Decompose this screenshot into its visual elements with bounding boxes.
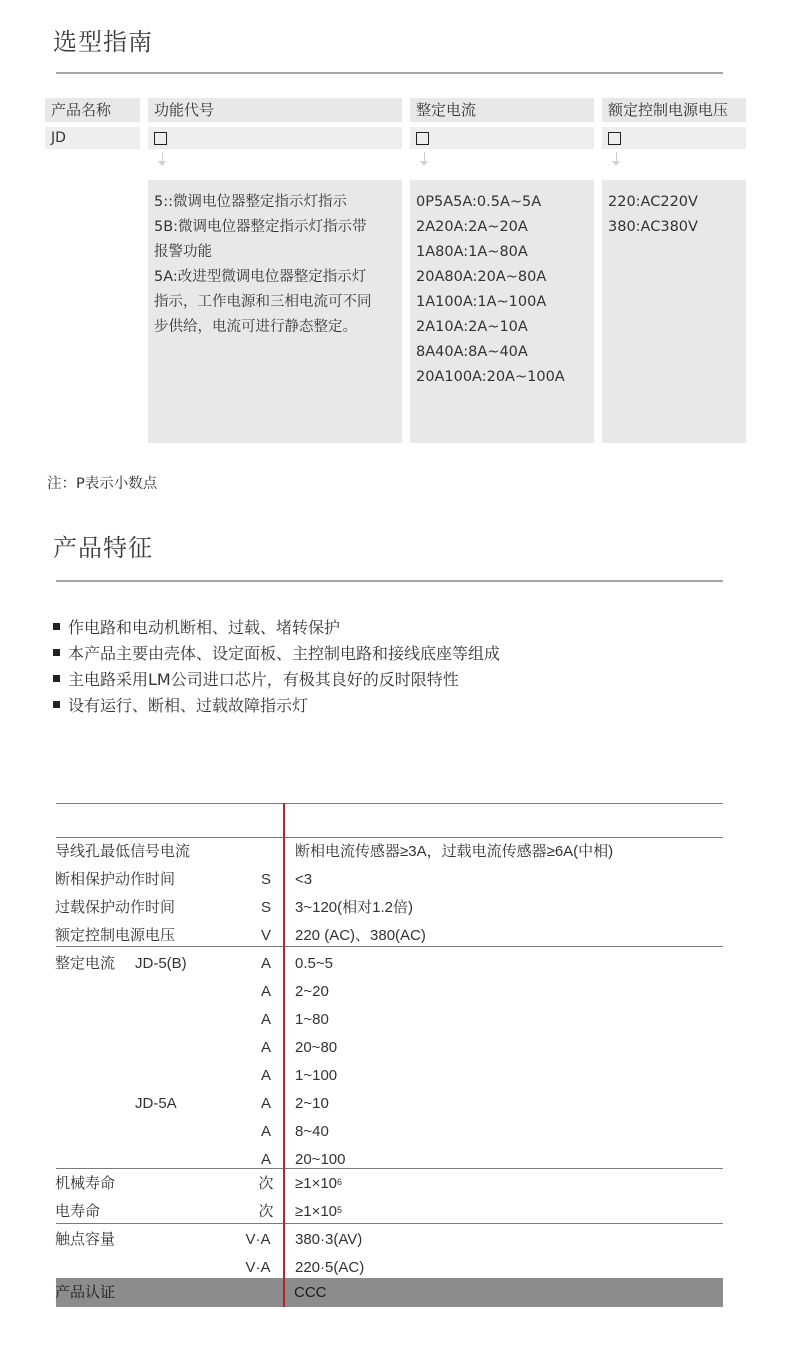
- current-option: 1A80A:1A~80A: [416, 244, 528, 260]
- spec-unit: A: [260, 1039, 271, 1056]
- header-product-name: 产品名称: [45, 98, 140, 122]
- exponent: 5: [337, 1205, 343, 1215]
- table-group-rule: [56, 1223, 723, 1224]
- spec-model: JD-5A: [135, 1095, 177, 1112]
- spec-unit: 次: [258, 1175, 274, 1192]
- header-function-code: 功能代号: [148, 98, 402, 122]
- spec-label: 触点容量: [55, 1231, 116, 1248]
- spec-label: 断相保护动作时间: [55, 871, 176, 888]
- current-option: 1A100A:1A~100A: [416, 294, 547, 310]
- code-placeholder-box: [154, 132, 167, 145]
- spec-label: 额定控制电源电压: [55, 927, 176, 944]
- spec-value: 20~80: [295, 1039, 338, 1056]
- table-column-divider: [283, 803, 285, 1307]
- function-option: 步供给，电流可进行静态整定。: [154, 319, 357, 335]
- spec-unit: S: [260, 899, 271, 916]
- voltage-option: 380:AC380V: [608, 219, 698, 235]
- spec-unit: V·A: [245, 1259, 271, 1276]
- function-option: 指示，工作电源和三相电流可不同: [154, 294, 372, 310]
- spec-value: $\ge 1\times 10^5$: [295, 1203, 343, 1220]
- spec-model: JD-5(B): [135, 955, 187, 972]
- section-divider: [56, 580, 723, 582]
- header-control-voltage: 额定控制电源电压: [602, 98, 746, 122]
- spec-unit: S: [260, 871, 271, 888]
- certification-bar: [56, 1278, 723, 1307]
- current-code-slot: [410, 127, 594, 149]
- current-options-panel: [410, 180, 594, 443]
- square-bullet-icon: [53, 649, 60, 656]
- spec-label: 机械寿命: [55, 1175, 116, 1192]
- spec-value: 2~20: [295, 983, 329, 1000]
- spec-unit: A: [260, 1011, 271, 1028]
- table-group-rule: [56, 946, 723, 947]
- feature-list: [53, 615, 500, 719]
- voltage-options-panel: [602, 180, 746, 443]
- spec-value: 1~80: [295, 1011, 329, 1028]
- product-code: JD: [45, 127, 140, 149]
- spec-unit: A: [260, 1095, 271, 1112]
- spec-unit: A: [260, 1123, 271, 1140]
- function-option: 报警功能: [154, 244, 212, 260]
- current-option: 0P5A5A:0.5A~5A: [416, 194, 542, 210]
- down-arrow-icon: [611, 152, 621, 166]
- function-option: 5A:改进型微调电位器整定指示灯: [154, 269, 367, 285]
- table-header-rule: [56, 837, 723, 838]
- decimal-note: 注：P表示小数点: [47, 476, 158, 492]
- spec-value: 8~40: [295, 1123, 329, 1140]
- current-option: 8A40A:8A~40A: [416, 344, 528, 360]
- current-option: 20A80A:20A~80A: [416, 269, 547, 285]
- function-options-panel: [148, 180, 402, 443]
- voltage-option: 220:AC220V: [608, 194, 698, 210]
- spec-unit: A: [260, 983, 271, 1000]
- down-arrow-icon: [419, 152, 429, 166]
- header-rated-current: 整定电流: [410, 98, 594, 122]
- spec-value: 220 (AC)、380(AC): [295, 927, 426, 944]
- spec-value: 3~120(相对1.2倍): [295, 899, 413, 916]
- down-arrow-icon: [157, 152, 167, 166]
- table-top-rule: [56, 803, 723, 804]
- spec-value: 20~100: [295, 1151, 346, 1168]
- current-option: 2A10A:2A~10A: [416, 319, 528, 335]
- function-code-slot: [148, 127, 402, 149]
- spec-value: 2~10: [295, 1095, 329, 1112]
- square-bullet-icon: [53, 701, 60, 708]
- feature-item: 作电路和电动机断相、过载、堵转保护: [53, 615, 500, 641]
- feature-item: 主电路采用LM公司进口芯片，有极其良好的反时限特性: [53, 667, 500, 693]
- spec-value: 380·3(AV): [295, 1231, 363, 1248]
- spec-label: 电寿命: [55, 1203, 101, 1220]
- spec-unit: A: [260, 1151, 271, 1168]
- spec-value: $\ge 1\times 10^6$: [295, 1175, 343, 1192]
- feature-item: 设有运行、断相、过载故障指示灯: [53, 693, 500, 719]
- spec-value: 0.5~5: [295, 955, 333, 972]
- spec-unit: V: [260, 927, 271, 944]
- spec-label: 过载保护动作时间: [55, 899, 176, 916]
- spec-value: 1~100: [295, 1067, 338, 1084]
- square-bullet-icon: [53, 675, 60, 682]
- spec-unit: V·A: [245, 1231, 271, 1248]
- square-bullet-icon: [53, 623, 60, 630]
- selection-guide-title: 选型指南: [53, 28, 153, 56]
- spec-label: 整定电流: [55, 955, 116, 972]
- spec-value: 断相电流传感器≥3A，过载电流传感器≥6A(中相): [295, 843, 614, 860]
- function-option: 5B:微调电位器整定指示灯指示带: [154, 219, 367, 235]
- cert-value: CCC: [294, 1284, 327, 1301]
- code-placeholder-box: [608, 132, 621, 145]
- spec-value: <3: [295, 871, 313, 888]
- feature-item: 本产品主要由壳体、设定面板、主控制电路和接线底座等组成: [53, 641, 500, 667]
- spec-unit: A: [260, 955, 271, 972]
- table-group-rule: [56, 1168, 723, 1169]
- code-placeholder-box: [416, 132, 429, 145]
- exponent: 6: [337, 1177, 343, 1187]
- voltage-code-slot: [602, 127, 746, 149]
- spec-unit: 次: [258, 1203, 274, 1220]
- spec-label: 导线孔最低信号电流: [55, 843, 191, 860]
- spec-unit: A: [260, 1067, 271, 1084]
- features-title: 产品特征: [53, 534, 153, 562]
- spec-value: 220·5(AC): [295, 1259, 365, 1276]
- current-option: 20A100A:20A~100A: [416, 369, 565, 385]
- current-option: 2A20A:2A~20A: [416, 219, 528, 235]
- cert-label: 产品认证: [55, 1284, 116, 1301]
- section-divider: [56, 72, 723, 74]
- function-option: 5::微调电位器整定指示灯指示: [154, 194, 347, 210]
